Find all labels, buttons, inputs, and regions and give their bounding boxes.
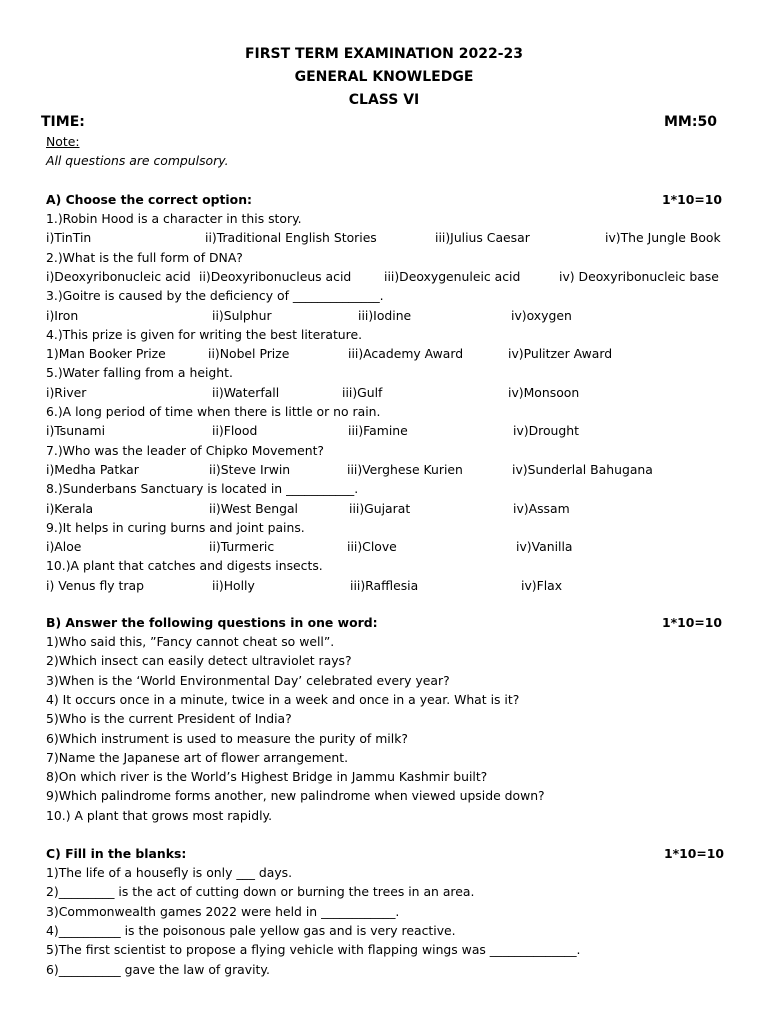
question-b-3: 3)When is the ‘World Environmental Day’ celebrated every year? bbox=[46, 672, 450, 688]
question-b-5: 5)Who is the current President of India? bbox=[46, 711, 292, 727]
question-b-10: 10.) A plant that grows most rapidly. bbox=[46, 807, 273, 823]
option-a-6-3: iii)Famine bbox=[348, 423, 408, 439]
section-c-title: C) Fill in the blanks: bbox=[46, 846, 187, 861]
note-text: All questions are compulsory. bbox=[46, 153, 229, 168]
question-b-2: 2)Which insect can easily detect ultraviolet rays? bbox=[46, 653, 352, 669]
option-a-1-3: iii)Julius Caesar bbox=[435, 230, 530, 246]
time-label: TIME: bbox=[41, 114, 85, 130]
option-a-4-4: iv)Pulitzer Award bbox=[508, 346, 613, 362]
option-a-8-2: ii)West Bengal bbox=[209, 500, 298, 516]
option-a-2-1: i)Deoxyribonucleic acid bbox=[46, 268, 191, 284]
option-a-4-1: 1)Man Booker Prize bbox=[46, 346, 166, 362]
option-a-6-1: i)Tsunami bbox=[46, 423, 106, 439]
option-a-9-1: i)Aloe bbox=[46, 539, 82, 555]
question-b-9: 9)Which palindrome forms another, new palindrome when viewed upside down? bbox=[46, 788, 545, 804]
question-a-3: 3.)Goitre is caused by the deficiency of ______________. bbox=[46, 288, 384, 304]
question-b-6: 6)Which instrument is used to measure the purity of milk? bbox=[46, 730, 408, 746]
option-a-8-1: i)Kerala bbox=[46, 500, 94, 516]
option-a-3-2: ii)Sulphur bbox=[212, 307, 272, 323]
option-a-7-4: iv)Sunderlal Bahugana bbox=[512, 461, 653, 477]
question-c-5: 5)The first scientist to propose a flying vehicle with flapping wings was ______________. bbox=[46, 942, 581, 958]
exam-title: FIRST TERM EXAMINATION 2022-23 bbox=[244, 46, 524, 62]
question-c-2: 2)_________ is the act of cutting down or burning the trees in an area. bbox=[46, 884, 475, 900]
question-a-1: 1.)Robin Hood is a character in this story. bbox=[46, 211, 302, 226]
question-b-8: 8)On which river is the World’s Highest Bridge in Jammu Kashmir built? bbox=[46, 769, 488, 785]
option-a-5-4: iv)Monsoon bbox=[508, 384, 580, 400]
note-label: Note: bbox=[46, 134, 80, 149]
subject-title: GENERAL KNOWLEDGE bbox=[294, 69, 474, 85]
section-c-marks: 1*10=10 bbox=[664, 846, 724, 861]
question-a-6: 6.)A long period of time when there is little or no rain. bbox=[46, 404, 381, 419]
section-b-marks: 1*10=10 bbox=[662, 615, 722, 630]
option-a-1-2: ii)Traditional English Stories bbox=[205, 230, 377, 246]
option-a-4-2: ii)Nobel Prize bbox=[208, 346, 290, 362]
option-a-7-2: ii)Steve Irwin bbox=[209, 461, 291, 477]
section-a-title: A) Choose the correct option: bbox=[46, 192, 252, 207]
question-b-7: 7)Name the Japanese art of flower arrangement. bbox=[46, 749, 349, 765]
option-a-3-1: i)Iron bbox=[46, 307, 79, 323]
question-a-8: 8.)Sunderbans Sanctuary is located in ___________. bbox=[46, 481, 359, 497]
option-a-4-3: iii)Academy Award bbox=[348, 346, 464, 362]
option-a-2-4: iv) Deoxyribonucleic base bbox=[559, 268, 719, 284]
option-a-10-4: iv)Flax bbox=[521, 577, 563, 593]
question-c-3: 3)Commonwealth games 2022 were held in ____________. bbox=[46, 903, 400, 919]
option-a-6-2: ii)Flood bbox=[212, 423, 258, 439]
question-a-2: 2.)What is the full form of DNA? bbox=[46, 249, 243, 265]
question-b-4: 4) It occurs once in a minute, twice in a week and once in a year. What is it? bbox=[46, 691, 520, 707]
class-title: CLASS VI bbox=[348, 92, 420, 108]
question-a-4: 4.)This prize is given for writing the best literature. bbox=[46, 326, 363, 342]
question-a-10: 10.)A plant that catches and digests insects. bbox=[46, 558, 323, 574]
option-a-7-1: i)Medha Patkar bbox=[46, 461, 139, 477]
option-a-8-3: iii)Gujarat bbox=[349, 500, 411, 516]
question-a-5: 5.)Water falling from a height. bbox=[46, 365, 233, 381]
question-c-1: 1)The life of a housefly is only ___ days. bbox=[46, 865, 293, 880]
option-a-9-2: ii)Turmeric bbox=[209, 539, 275, 555]
question-a-7: 7.)Who was the leader of Chipko Movement? bbox=[46, 442, 325, 458]
question-c-6: 6)__________ gave the law of gravity. bbox=[46, 961, 270, 977]
option-a-7-3: iii)Verghese Kurien bbox=[347, 461, 463, 477]
option-a-8-4: iv)Assam bbox=[513, 500, 570, 516]
question-a-9: 9.)It helps in curing burns and joint pains. bbox=[46, 519, 305, 535]
option-a-1-4: iv)The Jungle Book bbox=[605, 230, 721, 246]
option-a-2-2: ii)Deoxyribonucleus acid bbox=[199, 268, 352, 284]
option-a-6-4: iv)Drought bbox=[513, 423, 579, 439]
option-a-10-1: i) Venus fly trap bbox=[46, 577, 144, 593]
option-a-5-1: i)River bbox=[46, 384, 87, 400]
question-c-4: 4)__________ is the poisonous pale yellow gas and is very reactive. bbox=[46, 922, 456, 938]
option-a-5-3: iii)Gulf bbox=[342, 384, 383, 400]
section-a-marks: 1*10=10 bbox=[662, 192, 722, 207]
option-a-10-2: ii)Holly bbox=[212, 577, 255, 593]
option-a-5-2: ii)Waterfall bbox=[212, 384, 280, 400]
option-a-9-3: iii)Clove bbox=[347, 539, 397, 555]
max-marks: MM:50 bbox=[664, 114, 717, 130]
question-b-1: 1)Who said this, ”Fancy cannot cheat so well”. bbox=[46, 634, 335, 649]
option-a-9-4: iv)Vanilla bbox=[516, 539, 573, 555]
option-a-2-3: iii)Deoxygenuleic acid bbox=[384, 268, 521, 284]
section-b-title: B) Answer the following questions in one word: bbox=[46, 615, 378, 630]
option-a-10-3: iii)Rafflesia bbox=[350, 577, 419, 593]
option-a-3-4: iv)oxygen bbox=[511, 307, 572, 323]
option-a-3-3: iii)Iodine bbox=[358, 307, 412, 323]
option-a-1-1: i)TinTin bbox=[46, 230, 92, 246]
